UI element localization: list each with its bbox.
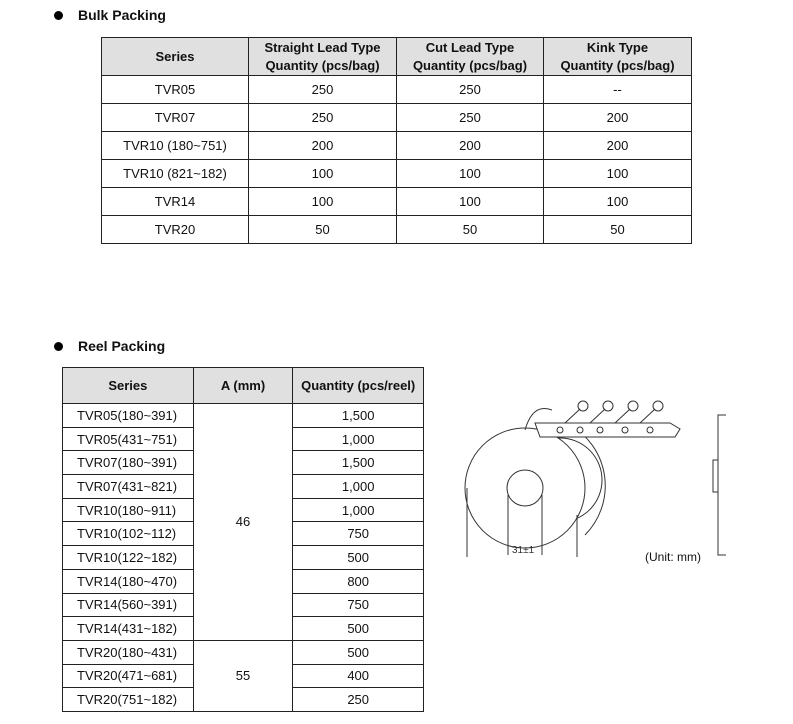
reel-packing-heading <box>54 338 165 354</box>
side-view-hub <box>713 460 718 492</box>
quantity-cell: 250 <box>397 76 544 104</box>
series-cell: TVR07 <box>102 104 249 132</box>
side-view-outline <box>718 415 726 555</box>
quantity-cell: 100 <box>544 160 692 188</box>
quantity-cell: 1,500 <box>293 451 424 475</box>
series-cell: TVR14(560~391) <box>63 593 194 617</box>
quantity-cell: 250 <box>249 76 397 104</box>
series-cell: TVR10 (180~751) <box>102 132 249 160</box>
table-row <box>102 188 692 216</box>
series-cell: TVR20 <box>102 216 249 244</box>
quantity-cell: 50 <box>249 216 397 244</box>
quantity-cell: 50 <box>544 216 692 244</box>
quantity-cell: 500 <box>293 546 424 570</box>
bulk-packing-heading <box>54 7 166 23</box>
quantity-cell: 100 <box>249 188 397 216</box>
a-dimension-cell: 46 <box>193 404 293 641</box>
component-lead <box>590 409 605 423</box>
quantity-cell: 500 <box>293 617 424 641</box>
component-lead <box>615 409 630 423</box>
unit-note: (Unit: mm) <box>645 550 701 564</box>
series-cell: TVR07(431~821) <box>63 475 194 499</box>
reel-packing-table <box>62 367 424 712</box>
column-header: Kink Type Quantity (pcs/bag) <box>544 38 692 76</box>
table-row <box>63 640 424 664</box>
quantity-cell: 250 <box>249 104 397 132</box>
series-cell: TVR20(180~431) <box>63 640 194 664</box>
table-row <box>102 104 692 132</box>
bullet-icon <box>54 11 63 20</box>
series-cell: TVR05 <box>102 76 249 104</box>
series-cell: TVR05(431~751) <box>63 427 194 451</box>
reel-front-flange <box>465 428 585 548</box>
quantity-cell: 250 <box>397 104 544 132</box>
quantity-cell: 100 <box>397 188 544 216</box>
component-disc <box>578 401 588 411</box>
quantity-cell: 100 <box>249 160 397 188</box>
series-cell: TVR10(122~182) <box>63 546 194 570</box>
quantity-cell: -- <box>544 76 692 104</box>
reel-diagram <box>460 395 740 560</box>
quantity-cell: 200 <box>544 104 692 132</box>
column-header: Series <box>102 38 249 76</box>
quantity-cell: 1,000 <box>293 498 424 522</box>
quantity-cell: 250 <box>293 688 424 712</box>
table-header-row <box>63 368 424 404</box>
quantity-cell: 100 <box>544 188 692 216</box>
series-cell: TVR07(180~391) <box>63 451 194 475</box>
bulk-packing-title: Bulk Packing <box>78 7 166 23</box>
series-cell: TVR20(751~182) <box>63 688 194 712</box>
quantity-cell: 400 <box>293 664 424 688</box>
column-header: Quantity (pcs/reel) <box>293 368 424 404</box>
quantity-cell: 200 <box>544 132 692 160</box>
series-cell: TVR14(431~182) <box>63 617 194 641</box>
a-dimension-cell: 55 <box>193 640 293 711</box>
quantity-cell: 750 <box>293 593 424 617</box>
reel-packing-title: Reel Packing <box>78 338 166 354</box>
series-cell: TVR10(102~112) <box>63 522 194 546</box>
quantity-cell: 50 <box>397 216 544 244</box>
component-lead <box>640 409 655 423</box>
component-disc <box>628 401 638 411</box>
column-header: Series <box>63 368 194 404</box>
component-disc <box>653 401 663 411</box>
table-header-row <box>102 38 692 76</box>
table-row <box>102 76 692 104</box>
quantity-cell: 500 <box>293 640 424 664</box>
table-row <box>102 216 692 244</box>
quantity-cell: 1,500 <box>293 404 424 428</box>
series-cell: TVR20(471~681) <box>63 664 194 688</box>
table-row <box>63 404 424 428</box>
series-cell: TVR14(180~470) <box>63 569 194 593</box>
quantity-cell: 200 <box>397 132 544 160</box>
table-row <box>102 160 692 188</box>
column-header: Cut Lead Type Quantity (pcs/bag) <box>397 38 544 76</box>
series-cell: TVR10 (821~182) <box>102 160 249 188</box>
series-cell: TVR14 <box>102 188 249 216</box>
quantity-cell: 750 <box>293 522 424 546</box>
series-cell: TVR05(180~391) <box>63 404 194 428</box>
dimension-label: 31±1 <box>512 545 535 556</box>
bullet-icon <box>54 342 63 351</box>
quantity-cell: 1,000 <box>293 427 424 451</box>
table-row <box>102 132 692 160</box>
quantity-cell: 1,000 <box>293 475 424 499</box>
component-lead <box>565 409 580 423</box>
series-cell: TVR10(180~911) <box>63 498 194 522</box>
quantity-cell: 100 <box>397 160 544 188</box>
quantity-cell: 200 <box>249 132 397 160</box>
column-header: Straight Lead Type Quantity (pcs/bag) <box>249 38 397 76</box>
component-disc <box>603 401 613 411</box>
column-header: A (mm) <box>193 368 293 404</box>
quantity-cell: 800 <box>293 569 424 593</box>
bulk-packing-table <box>101 37 692 244</box>
